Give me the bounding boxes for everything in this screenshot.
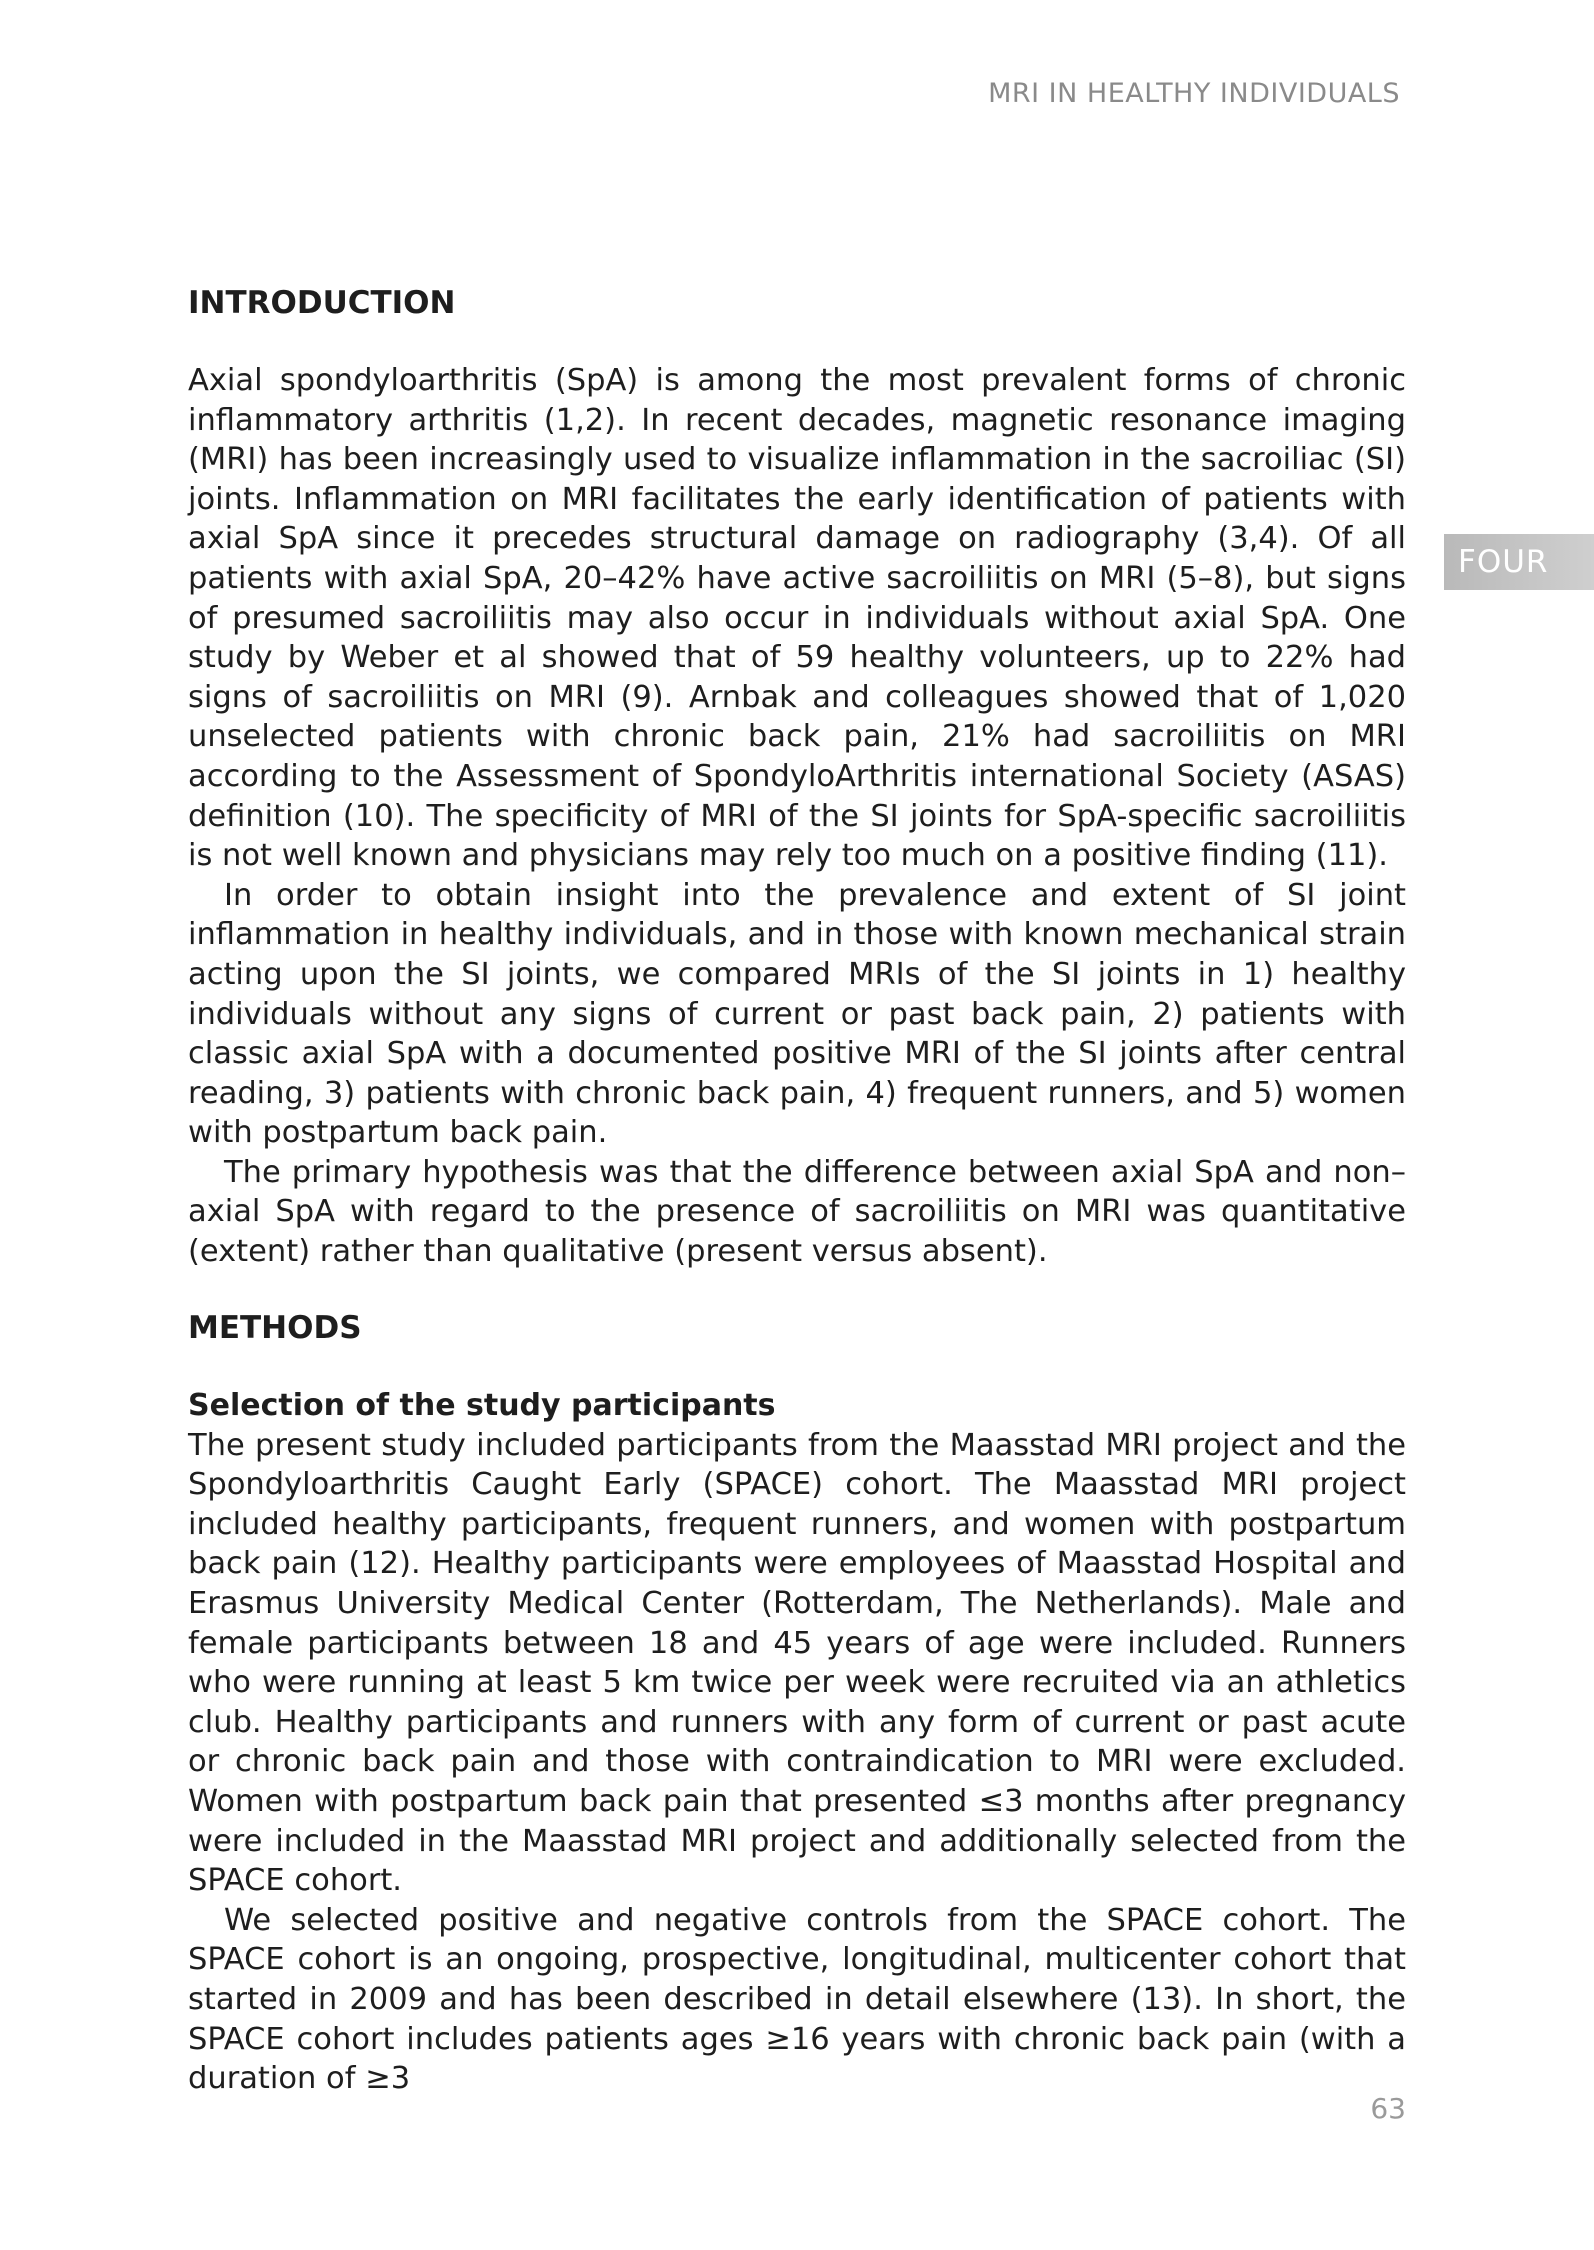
study-participants-subheading: Selection of the study participants	[188, 1387, 776, 1423]
intro-paragraph-2: In order to obtain insight into the prevalence and extent of SI joint inflammation in healthy individuals, and in those with known mechanical strain acting upon the SI joints, we compared MRIs of the SI joints in 1) healthy individuals without any signs of current or past back pain, 2) patients with classic axial SpA with a documented positive MRI of the SI joints after central reading, 3) patients with chronic back pain, 4) frequent runners, and 5) women with postpartum back pain.	[188, 877, 1406, 1151]
methods-paragraph-2: We selected positive and negative controls from the SPACE cohort. The SPACE cohort is an ongoing, prospective, longitudinal, multicenter cohort that started in 2009 and has been described in detail elsewhere (13). In short, the SPACE cohort includes patients ages ≥16 years with chronic back pain (with a duration of ≥3	[188, 1902, 1406, 2097]
intro-paragraph-3: The primary hypothesis was that the difference between axial SpA and non–axial SpA with regard to the presence of sacroiliitis on MRI was quantitative (extent) rather than qualitative (present versus absent).	[188, 1154, 1406, 1270]
intro-paragraph-1: Axial spondyloarthritis (SpA) is among the most prevalent forms of chronic inflammatory arthritis (1,2). In recent decades, magnetic resonance imaging (MRI) has been increasingly used to visualize inflammation in the sacroiliac (SI) joints. Inflammation on MRI facilitates the early identification of patients with axial SpA since it precedes structural damage on radiography (3,4). Of all patients with axial SpA, 20–42% have active sacroiliitis on MRI (5–8), but signs of presumed sacroiliitis may also occur in individuals without axial SpA. One study by Weber et al showed that of 59 healthy volunteers, up to 22% had signs of sacroiliitis on MRI (9). Arnbak and colleagues showed that of 1,020 unselected patients with chronic back pain, 21% had sacroiliitis on MRI according to the Assessment of SpondyloArthritis international Society (ASAS) definition (10). The specificity of MRI of the SI joints for SpA-specific sacroiliitis is not well known and physicians may rely too much on a positive finding (11).	[188, 363, 1406, 874]
methods-heading: METHODS	[188, 1309, 362, 1346]
methods-paragraph-1: The present study included participants from the Maasstad MRI project and the Spondyloarthritis Caught Early (SPACE) cohort. The Maasstad MRI project included healthy participants, frequent runners, and women with postpartum back pain (12). Healthy participants were employees of Maasstad Hospital and Erasmus University Medical Center (Rotterdam, The Netherlands). Male and female participants between 18 and 45 years of age were included. Runners who were running at least 5 km twice per week were recruited via an athletics club. Healthy participants and runners with any form of current or past acute or chronic back pain and those with contraindication to MRI were excluded. Women with postpartum back pain that presented ≤3 months after pregnancy were included in the Maasstad MRI project and additionally selected from the SPACE cohort.	[188, 1427, 1406, 1899]
page-body	[188, 285, 1406, 2099]
page-number: 63	[1370, 2092, 1406, 2125]
introduction-heading: INTRODUCTION	[188, 285, 456, 321]
chapter-tab: FOUR	[1444, 534, 1594, 590]
running-header: MRI IN HEALTHY INDIVIDUALS	[988, 78, 1400, 109]
